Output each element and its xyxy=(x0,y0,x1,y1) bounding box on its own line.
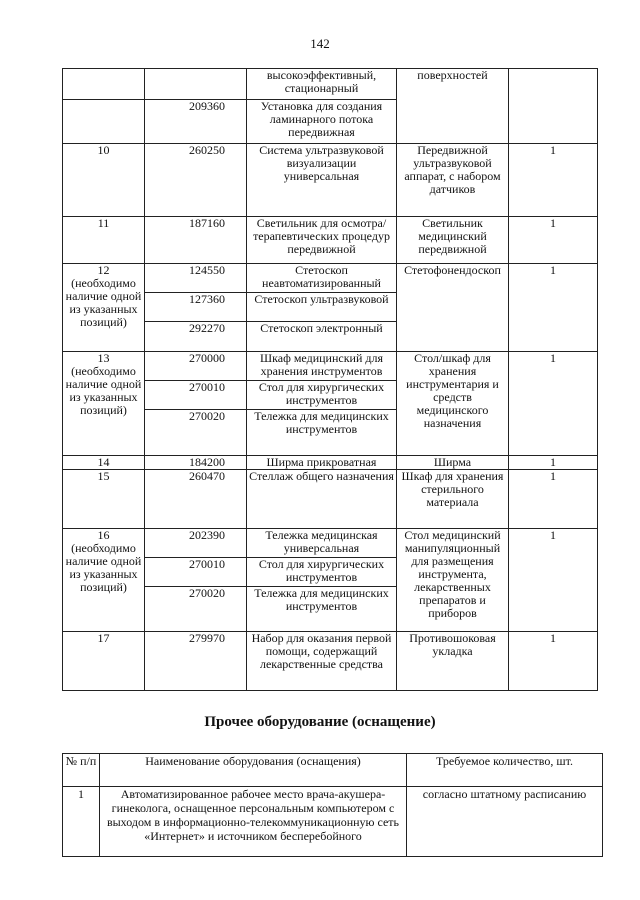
table-row xyxy=(63,470,598,529)
code-cell: 270020 xyxy=(145,587,247,632)
name-cell: Стол для хирургических инструментов xyxy=(247,381,397,410)
code-cell: 187160 xyxy=(145,217,247,264)
section-title: Прочее оборудование (оснащение) xyxy=(204,714,436,730)
name-cell: Набор для оказания первой помощи, содержащий лекарственные средства xyxy=(247,632,397,691)
code-cell: 292270 xyxy=(145,322,247,352)
header-num: № п/п xyxy=(63,754,100,787)
row-number: 10 xyxy=(63,144,145,217)
table-row xyxy=(63,632,598,691)
code-cell: 270020 xyxy=(145,410,247,456)
table-row xyxy=(63,69,598,100)
header-name: Наименование оборудования (оснащения) xyxy=(100,754,407,787)
code-cell: 270010 xyxy=(145,381,247,410)
row-number xyxy=(63,69,145,100)
table-row xyxy=(63,529,598,558)
name-cell: Стеллаж общего назначения xyxy=(247,470,397,529)
equipment-cell: поверхностей xyxy=(397,69,509,144)
name-cell: Стетоскоп электронный xyxy=(247,322,397,352)
code-cell: 270000 xyxy=(145,352,247,381)
name-cell: высокоэффективный, стационарный xyxy=(247,69,397,100)
name-cell: Автоматизированное рабочее место врача-акушера-гинеколога, оснащенное персональным компьютером с выходом в информационно-телекоммуникационную сеть «Интернет» и источником бесперебойного xyxy=(100,787,407,857)
name-cell: Тележка для медицинских инструментов xyxy=(247,410,397,456)
table-row xyxy=(63,144,598,217)
equipment-cell: Светильник медицинский передвижной xyxy=(397,217,509,264)
row-number: 14 xyxy=(63,456,145,470)
quantity-cell: 1 xyxy=(509,470,598,529)
equipment-cell: Противошоковая укладка xyxy=(397,632,509,691)
code-cell: 209360 xyxy=(145,100,247,144)
equipment-cell: Стол/шкаф для хранения инструментария и средств медицинского назначения xyxy=(397,352,509,456)
equipment-cell: Шкаф для хранения стерильного материала xyxy=(397,470,509,529)
quantity-cell: 1 xyxy=(509,352,598,456)
quantity-cell: 1 xyxy=(509,264,598,352)
row-number: 13 (необходимо наличие одной из указанных позиций) xyxy=(63,352,145,456)
page-number: 142 xyxy=(310,36,330,51)
code-cell: 202390 xyxy=(145,529,247,558)
equipment-cell: Ширма xyxy=(397,456,509,470)
row-number: 16 (необходимо наличие одной из указанных позиций) xyxy=(63,529,145,632)
name-cell: Система ультразвуковой визуализации универсальная xyxy=(247,144,397,217)
equipment-cell: Передвижной ультразвуковой аппарат, с набором датчиков xyxy=(397,144,509,217)
row-number: 11 xyxy=(63,217,145,264)
name-cell: Ширма прикроватная xyxy=(247,456,397,470)
row-number: 17 xyxy=(63,632,145,691)
name-cell: Стетоскоп ультразвуковой xyxy=(247,293,397,322)
quantity-cell xyxy=(509,69,598,144)
table-row xyxy=(63,264,598,293)
name-cell: Тележка для медицинских инструментов xyxy=(247,587,397,632)
code-cell: 184200 xyxy=(145,456,247,470)
name-cell: Светильник для осмотра/терапевтических процедур передвижной xyxy=(247,217,397,264)
header-qty: Требуемое количество, шт. xyxy=(407,754,603,787)
equipment-cell: Стетофонендоскоп xyxy=(397,264,509,352)
row-number: 15 xyxy=(63,470,145,529)
other-equipment-table xyxy=(62,753,603,857)
table-row xyxy=(63,217,598,264)
quantity-cell: 1 xyxy=(509,144,598,217)
quantity-cell: 1 xyxy=(509,529,598,632)
table-row xyxy=(63,456,598,470)
code-cell: 270010 xyxy=(145,558,247,587)
name-cell: Шкаф медицинский для хранения инструментов xyxy=(247,352,397,381)
code-cell: 260470 xyxy=(145,470,247,529)
code-cell: 279970 xyxy=(145,632,247,691)
quantity-cell: 1 xyxy=(509,456,598,470)
quantity-cell: 1 xyxy=(509,217,598,264)
name-cell: Установка для создания ламинарного потока передвижная xyxy=(247,100,397,144)
table-row xyxy=(63,352,598,381)
name-cell: Стетоскоп неавтоматизированный xyxy=(247,264,397,293)
table-row xyxy=(63,787,603,857)
table-header-row xyxy=(63,754,603,787)
code-cell: 127360 xyxy=(145,293,247,322)
name-cell: Тележка медицинская универсальная xyxy=(247,529,397,558)
code-cell: 124550 xyxy=(145,264,247,293)
name-cell: Стол для хирургических инструментов xyxy=(247,558,397,587)
row-number: 1 xyxy=(63,787,100,857)
equipment-cell: Стол медицинский манипуляционный для размещения инструмента, лекарственных препаратов и приборов xyxy=(397,529,509,632)
row-number: 12 (необходимо наличие одной из указанных позиций) xyxy=(63,264,145,352)
quantity-cell: 1 xyxy=(509,632,598,691)
quantity-cell: согласно штатному расписанию xyxy=(407,787,603,857)
equipment-table xyxy=(62,68,598,691)
code-cell: 260250 xyxy=(145,144,247,217)
row-number xyxy=(63,100,145,144)
code-cell xyxy=(145,69,247,100)
